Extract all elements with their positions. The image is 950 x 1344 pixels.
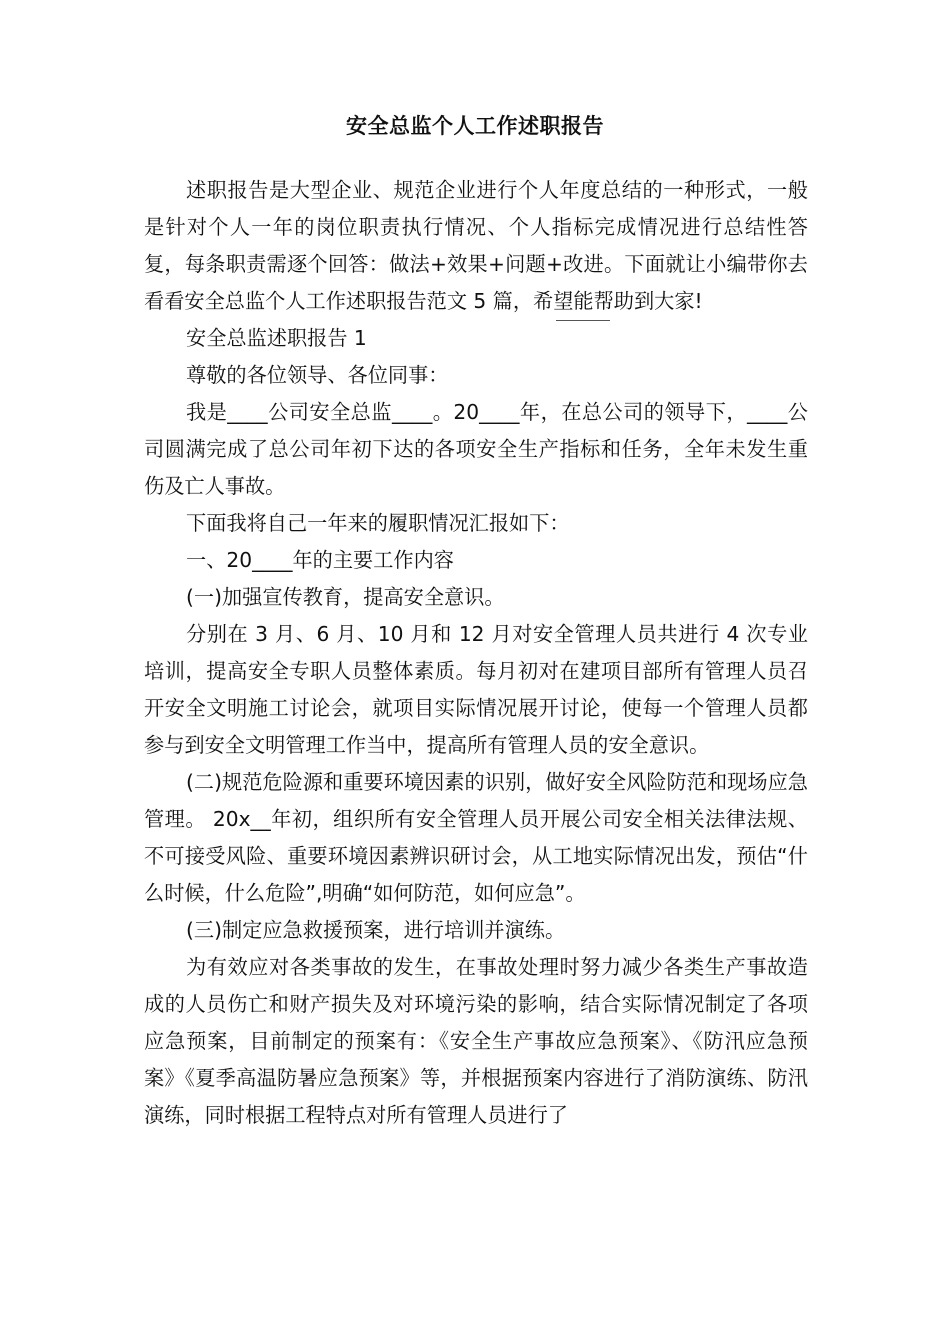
paragraph-training: 分别在 3 月、6 月、10 月和 12 月对安全管理人员共进行 4 次专业培训，提高安全专职人员整体素质。每月初对在建项目部所有管理人员召开安全文明施工讨论会，就项目实际情况展开讨论，使每一个管理人员都参与到安全文明管理工作当中，提高所有管理人员的安全意识。 — [144, 622, 808, 757]
subsection-heading-1: (一)加强宣传教育，提高安全意识。 — [186, 585, 505, 609]
document-body — [144, 172, 808, 1134]
paragraph-intro: 述职报告是大型企业、规范企业进行个人年度总结的一种形式，一般是针对个人一年的岗位职责执行情况、个人指标完成情况进行总结性答复，每条职责需逐个回答：做法+效果+问题+改进。下面就让小编带你去看看安全总监个人工作述职报告范文 5 篇，希望能帮助到大家! — [144, 178, 808, 313]
hyperlink-underline — [556, 320, 610, 321]
document-title: 安全总监个人工作述职报告 — [346, 114, 604, 138]
subsection-heading-2-and-content: (二)规范危险源和重要环境因素的识别，做好安全风险防范和现场应急管理。 20x__年初，组织所有安全管理人员开展公司安全相关法律法规、不可接受风险、重要环境因素辨识研讨会，从工地实际情况出发，预估“什么时候，什么危险”,明确“如何防范，如何应急”。 — [144, 770, 808, 905]
paragraph-report-heading: 安全总监述职报告 1 — [186, 326, 367, 350]
paragraph-emergency-plans: 为有效应对各类事故的发生，在事故处理时努力减少各类生产事故造成的人员伤亡和财产损失及对环境污染的影响，结合实际情况制定了各项应急预案，目前制定的预案有：《安全生产事故应急预案》、《防汛应急预案》《夏季高温防暑应急预案》等，并根据预案内容进行了消防演练、防汛演练，同时根据工程特点对所有管理人员进行了 — [144, 955, 808, 1127]
paragraph-self-intro: 我是____公司安全总监____。20____年，在总公司的领导下，____公司圆满完成了总公司年初下达的各项安全生产指标和任务，全年未发生重伤及亡人事故。 — [144, 400, 808, 498]
section-heading-main-work: 一、20____年的主要工作内容 — [186, 548, 454, 572]
paragraph-salutation: 尊敬的各位领导、各位同事： — [186, 363, 449, 387]
paragraph-report-lead: 下面我将自己一年来的履职情况汇报如下： — [186, 511, 570, 535]
subsection-heading-3: (三)制定应急救援预案，进行培训并演练。 — [186, 918, 566, 942]
